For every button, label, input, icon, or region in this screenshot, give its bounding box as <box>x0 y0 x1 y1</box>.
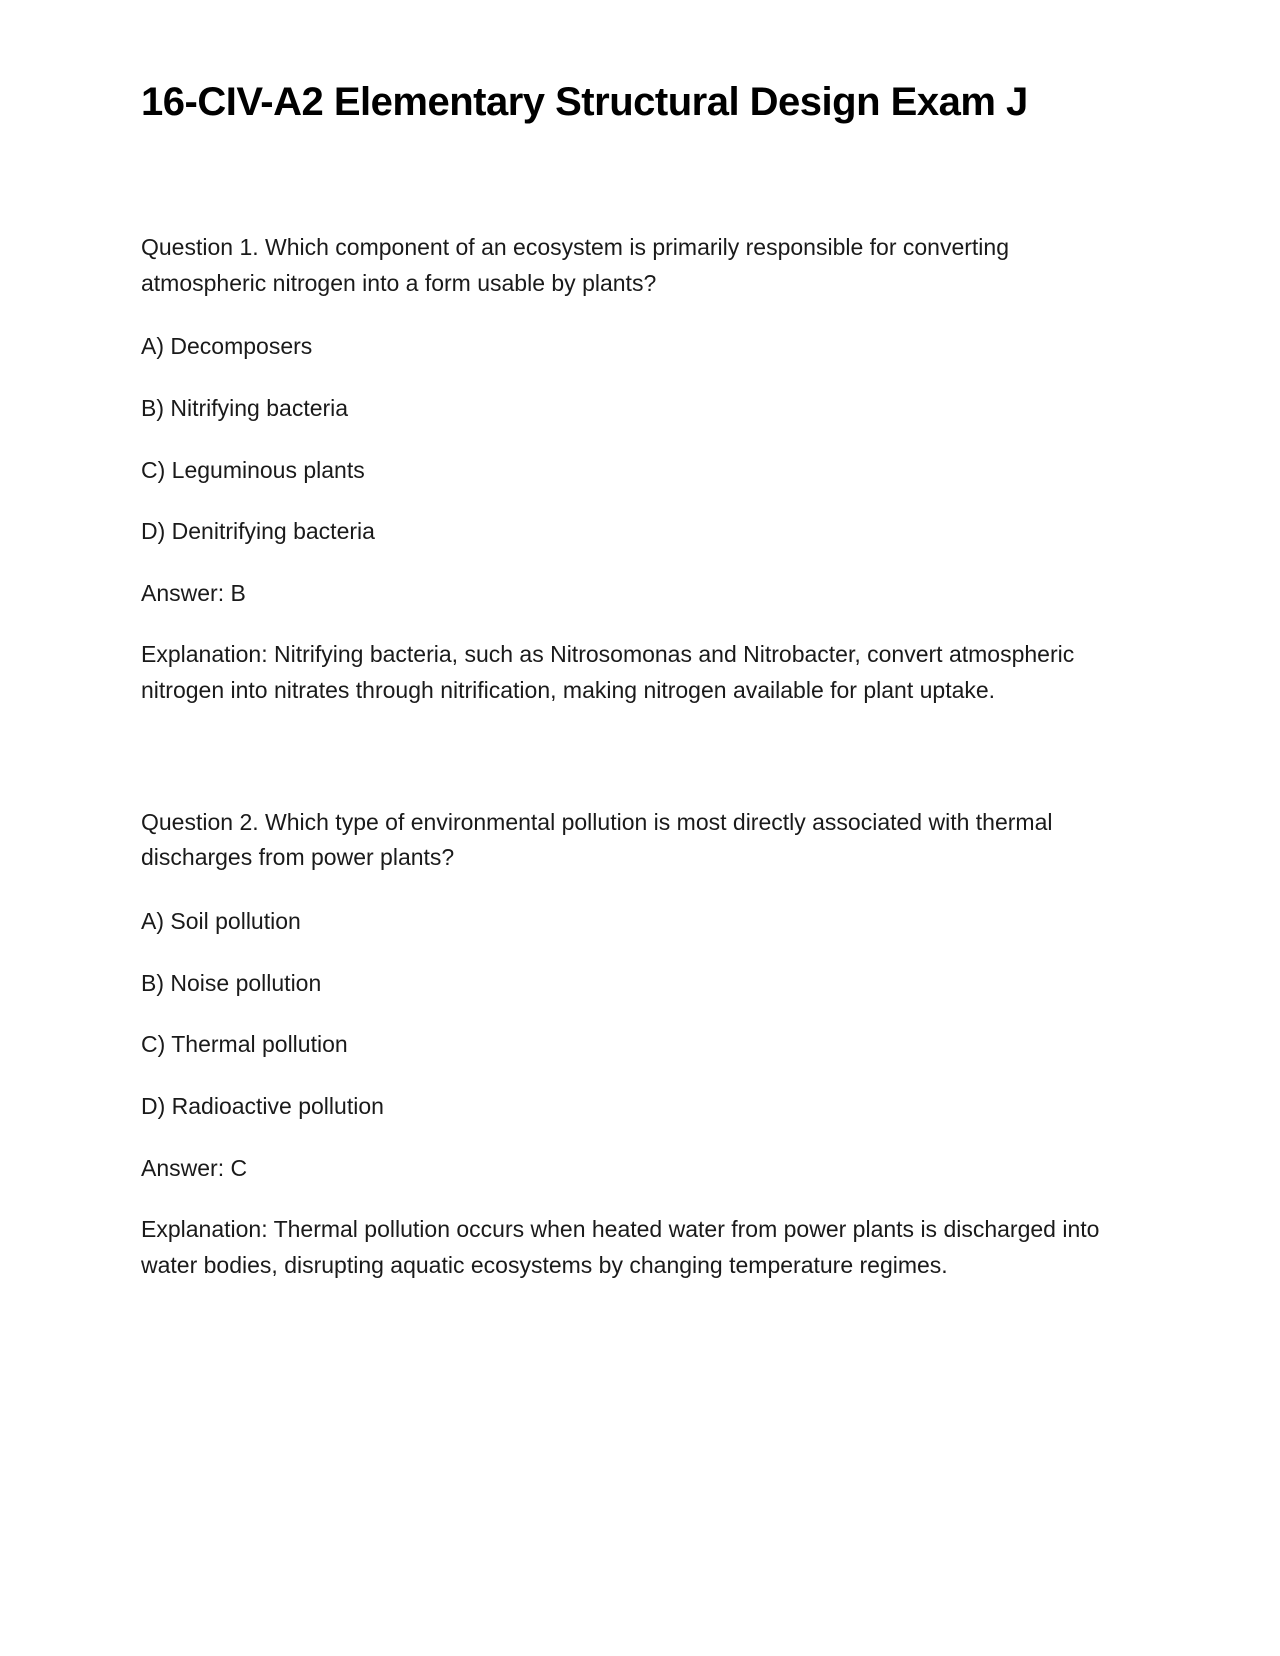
question-1-option-c: C) Leguminous plants <box>141 456 365 483</box>
question-2-option-a: A) Soil pollution <box>141 908 301 935</box>
question-1-explanation: Explanation: Nitrifying bacteria, such as Nitrosomonas and Nitrobacter, convert atmospheric nitrogen into nitrates through nitrification, making nitrogen available for plant uptake. <box>141 641 1075 704</box>
page-title: 16-CIV-A2 Elementary Structural Design Exam J <box>141 80 1028 124</box>
question-block-1 <box>141 230 1125 709</box>
question-2-prompt: Question 2. Which type of environmental pollution is most directly associated with thermal discharges from power plants? <box>141 808 1053 871</box>
question-1-answer: Answer: B <box>141 579 246 606</box>
question-2-explanation: Explanation: Thermal pollution occurs when heated water from power plants is discharged into water bodies, disrupting aquatic ecosystems by changing temperature regimes. <box>141 1216 1100 1278</box>
question-2-option-d: D) Radioactive pollution <box>141 1092 384 1119</box>
question-2-option-c: C) Thermal pollution <box>141 1031 348 1058</box>
question-block-2 <box>141 805 1125 1284</box>
question-1-option-d: D) Denitrifying bacteria <box>141 518 375 545</box>
question-2-option-b: B) Noise pollution <box>141 969 322 996</box>
question-1-option-b: B) Nitrifying bacteria <box>141 394 349 421</box>
question-1-prompt: Question 1. Which component of an ecosystem is primarily responsible for converting atmospheric nitrogen into a form usable by plants? <box>141 234 1010 296</box>
question-2-answer: Answer: C <box>141 1154 248 1181</box>
question-1-option-a: A) Decomposers <box>141 333 313 360</box>
